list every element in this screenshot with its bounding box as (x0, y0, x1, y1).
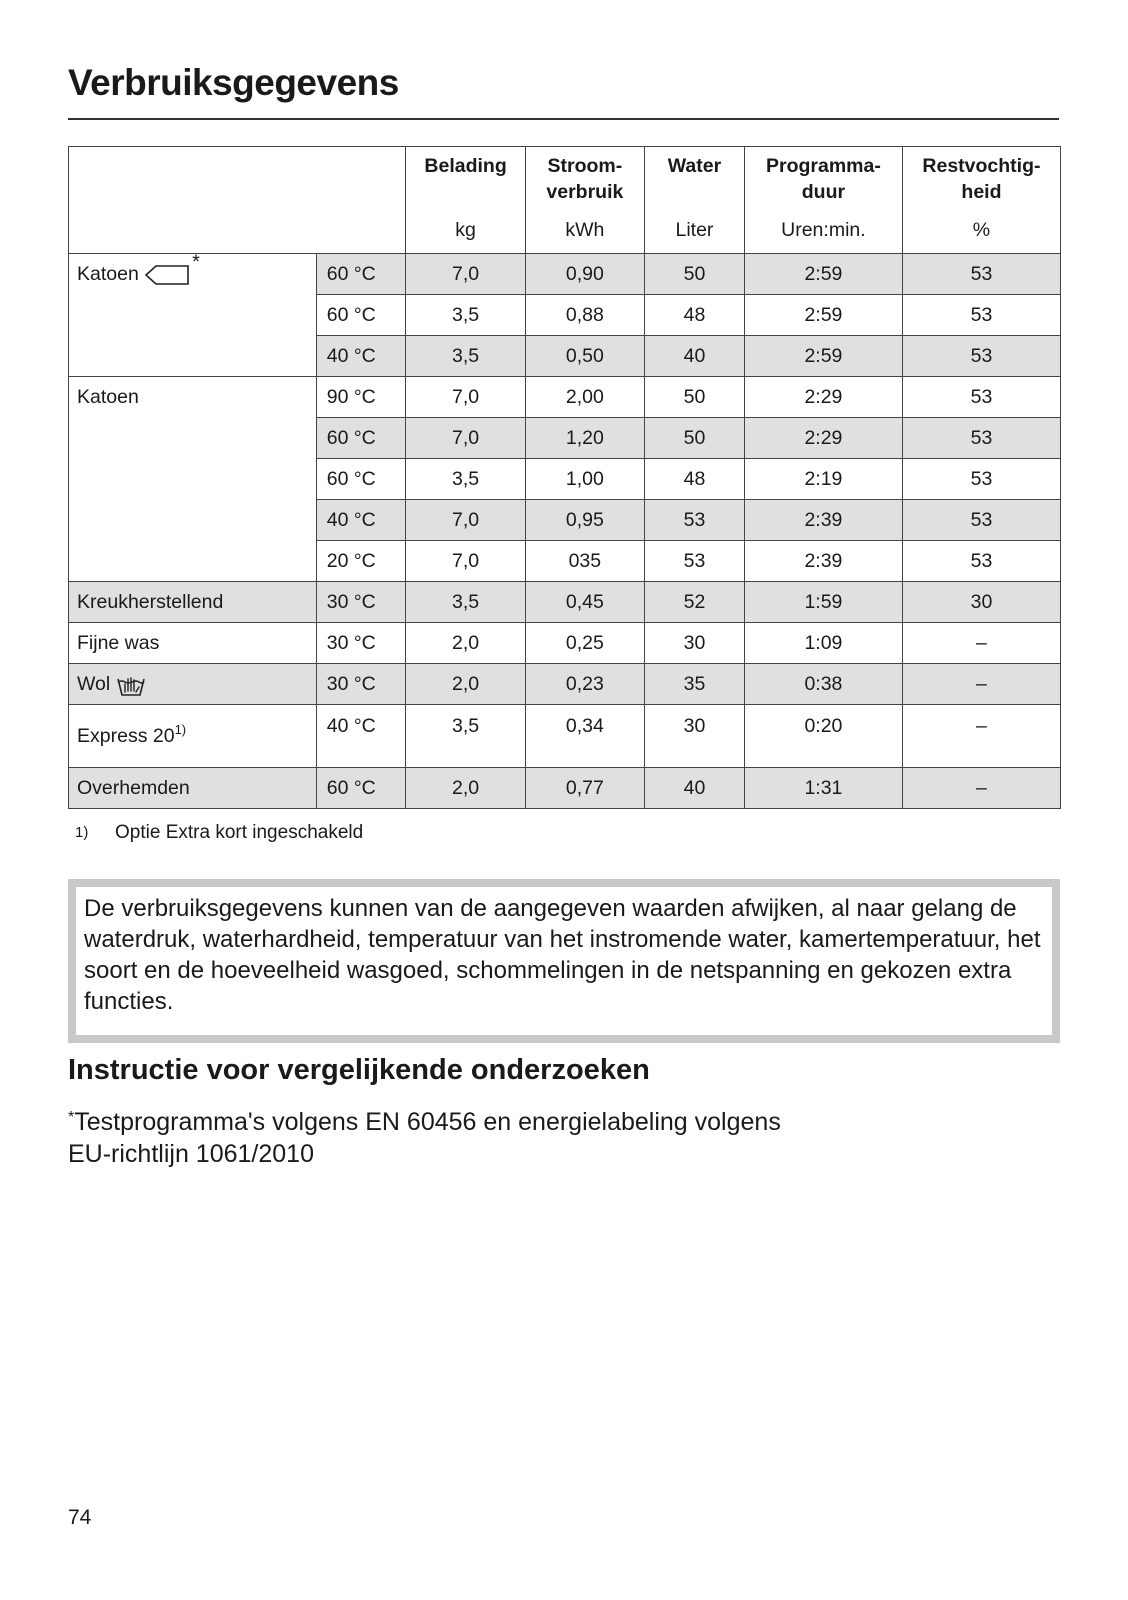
header-belading: Belading (406, 147, 525, 220)
instruction-line1: Testprogramma's volgens EN 60456 en energielabeling volgens (74, 1108, 781, 1136)
table-row: Katoen * 60 °C 7,0 0,90 50 2:59 53 (69, 254, 1061, 295)
instruction-line2: EU-richtlijn 1061/2010 (68, 1140, 314, 1168)
header-water: Water (645, 147, 745, 220)
units-blank (69, 219, 317, 254)
page-number: 74 (68, 1506, 92, 1529)
wool-handwash-icon (116, 673, 146, 697)
program-express-20: Express 20$^{1)}$ (69, 705, 317, 768)
table-footnote (75, 820, 363, 846)
program-katoen-eco: Katoen * (69, 254, 317, 377)
table-units-row (69, 219, 1061, 254)
footnote-text: Optie Extra kort ingeschakeld (115, 822, 364, 843)
table-row: Kreukherstellend 30 °C 3,5 0,45 52 1:59 30 (69, 582, 1061, 623)
table-row: 60 °C 7,0 1,20 50 2:29 53 (69, 418, 1061, 459)
instruction-text (68, 1106, 968, 1170)
table-row: Katoen 90 °C 7,0 2,00 50 2:29 53 (69, 377, 1061, 418)
table-row: 40 °C 7,0 0,95 53 2:39 53 (69, 500, 1061, 541)
footnote-mark: 1) (75, 824, 89, 841)
program-fijne-was: Fijne was (69, 623, 317, 664)
unit-kg: kg (406, 219, 525, 254)
header-restvochtigheid: Restvochtig- heid (902, 147, 1060, 220)
table-row: Overhemden 60 °C 2,0 0,77 40 1:31 – (69, 768, 1061, 809)
table-row: 20 °C 7,0 035 53 2:39 53 (69, 541, 1061, 582)
table-row: 60 °C 3,5 1,00 48 2:19 53 (69, 459, 1061, 500)
header-blank (69, 147, 317, 220)
unit-duration: Uren:min. (744, 219, 902, 254)
instruction-star: * (68, 1109, 75, 1126)
section-subtitle: Instructie voor vergelijkende onderzoeken (68, 1054, 650, 1086)
header-programmaduur: Programma- duur (744, 147, 902, 220)
program-kreukherstellend: Kreukherstellend (69, 582, 317, 623)
table-row: 60 °C 3,5 0,88 48 2:59 53 (69, 295, 1061, 336)
title-divider (68, 118, 1059, 120)
units-blank-temp (316, 219, 406, 254)
table-row: Express 20$^{1)}$ 40 °C 3,5 0,34 30 0:20 – (69, 705, 1061, 768)
consumption-table (68, 146, 1061, 809)
unit-liter: Liter (645, 219, 745, 254)
page-title: Verbruiksgegevens (68, 62, 399, 103)
table-row: Wol 30 °C 2,0 0,23 35 0:38 – (69, 664, 1061, 705)
header-stroomverbruik: Stroom- verbruik (525, 147, 644, 220)
note-box: De verbruiksgegevens kunnen van de aangegeven waarden afwijken, al naar gelang de waterdruk, waterhardheid, temperatuur van het instromende water, kamertemperatuur, het soort en de hoeveelheid wasgoed, schommelingen in de netspanning en gekozen extra functies. (68, 879, 1060, 1043)
eco-tag-icon (144, 264, 192, 286)
unit-percent: % (902, 219, 1060, 254)
table-row: 40 °C 3,5 0,50 40 2:59 53 (69, 336, 1061, 377)
program-overhemden: Overhemden (69, 768, 317, 809)
unit-kwh: kWh (525, 219, 644, 254)
header-blank-temp (316, 147, 406, 220)
program-katoen: Katoen (69, 377, 317, 582)
program-wol: Wol (69, 664, 317, 705)
table-row: Fijne was 30 °C 2,0 0,25 30 1:09 – (69, 623, 1061, 664)
table-header-row (69, 147, 1061, 220)
